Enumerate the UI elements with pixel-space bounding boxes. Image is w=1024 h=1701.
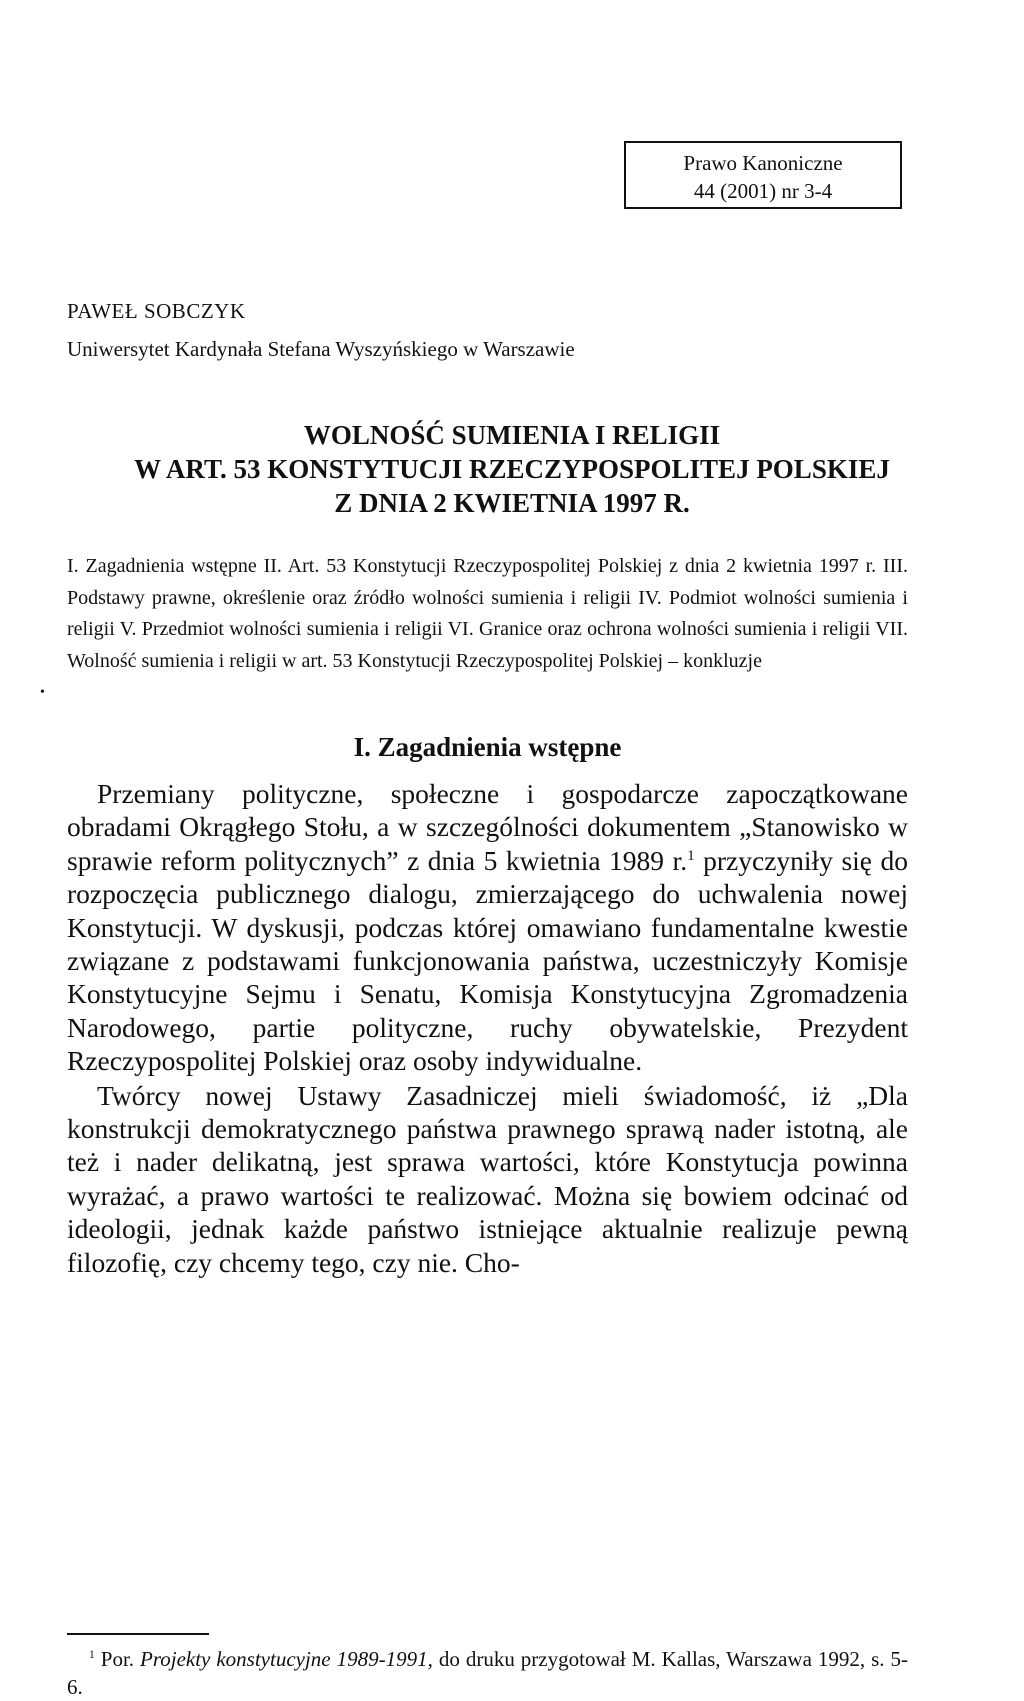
footnote-cited-title: Projekty konstytucyjne 1989-1991,	[140, 1647, 433, 1671]
paragraph-1	[67, 777, 908, 1078]
footnote-1	[67, 1645, 908, 1701]
journal-issue: 44 (2001) nr 3-4	[693, 179, 833, 203]
margin-dot: •	[40, 685, 45, 700]
author-name: PAWEŁ SOBCZYK	[67, 299, 246, 323]
table-of-contents: I. Zagadnienia wstępne II. Art. 53 Konstytucji Rzeczypospolitej Polskiej z dnia 2 kwietnia 1997 r. III. Podstawy prawne, określenie oraz źródło wolności sumienia i religii IV. Podmiot wolności sumienia i religii V. Przedmiot wolności sumienia i religii VI. Granice oraz ochrona wolności sumienia i religii VII. Wolność sumienia i religii w art. 53 Konstytucji Rzeczypospolitej Polskiej – konkluzje	[67, 555, 908, 672]
footnote-mark: 1	[89, 1649, 95, 1661]
journal-citation-box	[624, 141, 902, 209]
footnote-prefix: Por.	[94, 1647, 141, 1671]
footnote-divider	[67, 1633, 209, 1635]
footnote-suffix: do druku przygotował M. Kallas, Warszawa 1992, s. 5-6.	[67, 1647, 909, 1699]
title-line-3: Z DNIA 2 KWIETNIA 1997 R.	[334, 488, 690, 518]
article-title	[67, 418, 957, 520]
author-affiliation: Uniwersytet Kardynała Stefana Wyszyńskiego w Warszawie	[67, 337, 575, 361]
footnote-reference: 1	[687, 847, 695, 864]
article-body	[67, 777, 908, 1279]
paragraph-1-text: Przemiany polityczne, społeczne i gospodarcze zapoczątkowane obradami Okrągłego Stołu, a w szczególności dokumentem „Stanowisko w sprawie reform politycznych” z dnia 5 kwietnia 1989 r.	[67, 778, 908, 876]
title-line-2: W ART. 53 KONSTYTUCJI RZECZYPOSPOLITEJ POLSKIEJ	[134, 454, 890, 484]
section-heading: I. Zagadnienia wstępne	[353, 732, 622, 762]
paragraph-2: Twórcy nowej Ustawy Zasadniczej mieli świadomość, iż „Dla konstrukcji demokratycznego państwa prawnego sprawą nader istotną, ale też i nader delikatną, jest sprawa wartości, które Konstytucja powinna wyrażać, a prawo wartości te realizować. Można się bowiem odcinać od ideologii, jednak każde państwo istniejące aktualnie realizuje pewną filozofię, czy chcemy tego, czy nie. Cho-	[67, 1079, 908, 1278]
paragraph-1-continuation: przyczyniły się do rozpoczęcia publicznego dialogu, zmierzającego do uchwalenia nowej Konstytucji. W dyskusji, podczas której omawiano fundamentalne kwestie związane z podstawami funkcjonowania państwa, uczestniczyły Komisje Konstytucyjne Sejmu i Senatu, Komisja Konstytucyjna Zgromadzenia Narodowego, partie polityczne, ruchy obywatelskie, Prezydent Rzeczypospolitej Polskiej oraz osoby indywidualne.	[67, 844, 908, 1077]
journal-name: Prawo Kanoniczne	[683, 151, 843, 175]
title-line-1: WOLNOŚĆ SUMIENIA I RELIGII	[303, 420, 721, 450]
